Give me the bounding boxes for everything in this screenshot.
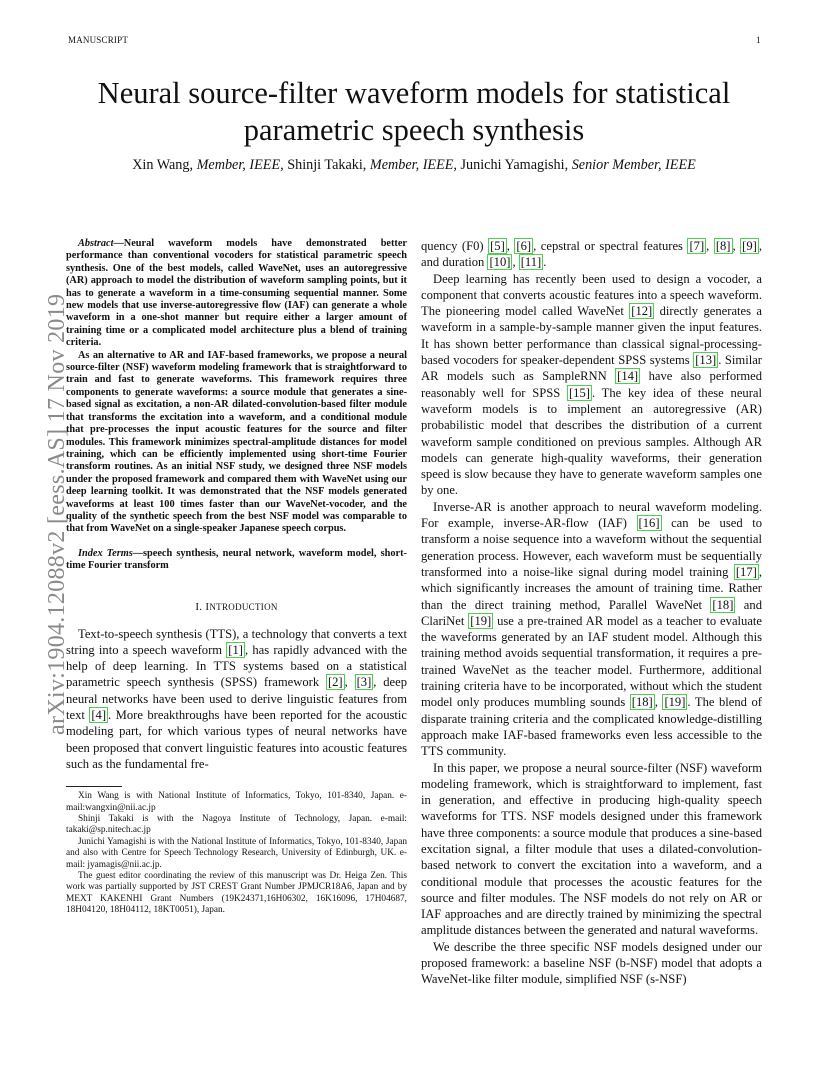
author-name: Xin Wang, <box>132 157 197 173</box>
text-run: can be used to transform a noise sequence into a waveform without the sequential generation process. However, each waveform must be sequentially transformed into a noise-like signal during model training <box>421 516 762 579</box>
section-rest: NTRODUCTION <box>209 601 278 612</box>
citation-link[interactable]: [17] <box>735 564 757 579</box>
text-run: , <box>344 675 355 690</box>
index-terms <box>66 548 407 573</box>
left-column <box>66 238 407 917</box>
citation-link[interactable]: [8] <box>715 239 731 253</box>
paper-title: Neural source-filter waveform models for statistical parametric speech synthesis <box>97 76 731 147</box>
citation-link[interactable]: [7] <box>689 239 705 253</box>
abstract-paragraph <box>66 238 407 350</box>
intro-paragraph <box>66 626 407 773</box>
citation-link[interactable]: [15] <box>568 385 590 400</box>
citation-link[interactable]: [18] <box>631 695 653 710</box>
citation-link[interactable]: [1] <box>228 642 243 657</box>
section-heading <box>66 601 407 613</box>
text-run: quency (F0) <box>421 239 489 253</box>
text-run: . Similar AR models such as SampleRNN <box>421 353 762 384</box>
author-name: Junichi Yamagishi, <box>456 157 572 173</box>
citation-link[interactable]: [13] <box>695 353 717 368</box>
citation-link[interactable]: [10] <box>489 255 511 270</box>
running-header: MANUSCRIPT <box>68 35 129 45</box>
footnote-rule <box>66 786 122 787</box>
citation-link[interactable]: [5] <box>490 239 505 253</box>
text-run: , <box>654 695 663 710</box>
text-run: Deep learning has recently been used to design a vocoder, a component that converts acoustic features into a speech waveform. The pioneering model called WaveNet <box>421 271 762 319</box>
body-paragraph <box>421 238 762 271</box>
page-number: 1 <box>756 35 761 45</box>
abstract-label: Abstract <box>78 238 114 249</box>
section-first-letter: I <box>205 600 210 613</box>
citation-link[interactable]: [14] <box>617 369 639 384</box>
body-paragraph <box>421 499 762 760</box>
text-run: , <box>706 239 714 253</box>
text-run: directly generates a waveform in a sample-by-sample manner given the input features. It has shown better performance than classical signal-processing-based vocoders for speaker-dependent SPSS systems <box>421 304 763 368</box>
text-run: , deep neural networks have been used to derive linguistic features from text <box>66 675 407 723</box>
footnote: Junichi Yamagishi is with the National Institute of Informatics, Tokyo, 101-8340, Japan and also with Centre for Speech Technology Research, University of Edinburgh, UK. e-mail: jyamagis@nii.ac.jp. <box>66 836 407 870</box>
citation-link[interactable]: [2] <box>327 675 343 690</box>
author-line <box>40 157 788 174</box>
text-run: . More breakthroughs have been reported for the acoustic modeling part, for which various types of neural networks have been proposed that convert linguistic features into acoustic features such as the fundamental fre- <box>66 708 407 771</box>
citation-link[interactable]: [3] <box>356 675 372 690</box>
text-run: . The blend of disparate training criteria and the complicated knowledge-distilling approach make IAF-based frameworks even less accessible to the TTS community. <box>421 695 762 759</box>
author-name: Shinji Takaki, <box>283 157 370 173</box>
text-run: , which significantly increases the amount of training time. Rather than the direct training method, Parallel WaveNet <box>421 564 762 612</box>
text-run: , <box>732 239 741 253</box>
arxiv-side-label: arXiv:1904.12088v2 [eess.AS] 17 Nov 2019 <box>44 293 70 735</box>
citation-link[interactable]: [16] <box>638 516 660 531</box>
citation-link[interactable]: [6] <box>516 239 532 253</box>
body-paragraph: We describe the three specific NSF models designed under our proposed framework: a baseline NSF (b-NSF) model that adopts a WaveNet-like filter module, simplified NSF (s-NSF) <box>421 939 762 987</box>
text-run: . The key idea of these neural waveform models is to implement an autoregressive (AR) probabilistic model that describes the distribution of a current waveform sample conditioned on previous samples. Although AR models can generate high-quality waveforms, their generation speed is slow because they have to generate waveform samples one by one. <box>421 385 762 498</box>
text-run: , has rapidly advanced with the help of deep learning. In TTS systems based on a statistical parametric speech synthesis (SPSS) framework <box>66 642 407 690</box>
text-run: use a pre-trained AR model as a teacher to evaluate the waveforms generated by an IAF student model. Although this training method avoids sequential transformation, it requires a pre-trained WaveNet as the teacher model. Furthermore, additional training criteria have to be incorporated, without which the student model only produces mumbling sounds <box>421 613 763 710</box>
right-column <box>421 238 762 988</box>
abstract-paragraph-2: As an alternative to AR and IAF-based frameworks, we propose a neural source-filter (NSF) waveform modeling framework that is straightforward to train and fast to generate waveforms. This framework requires three components to generate waveforms: a source module that generates a sine-based signal as excitation, a non-AR dilated-convolution-based filter module that transforms the excitation into a waveform, and a conditional module that pre-processes the input acoustic features for the source and filter modules. This framework minimizes spectral-amplitude distances for model training, which can be efficiently implemented using short-time Fourier transform routines. As an initial NSF study, we designed three NSF models under the proposed framework and compared them with WaveNet using our deep learning toolkit. It was demonstrated that the NSF models generated waveforms at least 100 times faster than our WaveNet-vocoder, and the quality of the synthetic speech from the best NSF model was comparable to that from WaveNet on a single-speaker Japanese speech corpus. <box>66 349 407 535</box>
footnote: Shinji Takaki is with the Nagoya Institute of Technology, Japan. e-mail: takaki@sp.nitech.ac.jp <box>66 814 407 836</box>
text-run: Text-to-speech synthesis (TTS), a technology that converts a text string into a speech waveform <box>66 626 407 657</box>
footnote: Xin Wang is with National Institute of Informatics, Tokyo, 101-8340, Japan. e-mail:wangxin@nii.ac.jp <box>66 791 407 813</box>
abstract-text: —Neural waveform models have demonstrated better performance than conventional vocoders for statistical parametric speech synthesis. One of the best models, called WaveNet, uses an autoregressive (AR) approach to model the distribution of waveform sampling points, but it has to generate a waveform in a time-consuming sequential manner. Some new models that use inverse-autoregressive flow (IAF) can generate a whole waveform in a one-shot manner but require either a larger amount of training time or a complicated model architecture plus a blend of training criteria. <box>66 238 407 349</box>
text-run: and ClariNet <box>421 597 762 628</box>
text-run: , <box>512 255 519 270</box>
text-run: , <box>506 239 515 253</box>
footnote: The guest editor coordinating the review of this manuscript was Dr. Heiga Zen. This work was partially supported by JST CREST Grant Number JPMJCR18A6, Japan and by MEXT KAKENHI Grant Numbers (19K24371,16H06302, 16K16096, 17H04687, 18H04120, 18H04112, 18KT0051), Japan. <box>66 871 407 916</box>
text-run: Inverse-AR is another approach to neural waveform modeling. For example, inverse-AR-flow (IAF) <box>421 499 762 531</box>
citation-link[interactable]: [9] <box>742 239 757 253</box>
text-run: . <box>543 255 547 270</box>
text-run: have also performed reasonably well for SPSS <box>421 369 762 400</box>
citation-link[interactable]: [11] <box>520 255 542 270</box>
index-terms-label: Index Terms <box>78 547 133 559</box>
citation-link[interactable]: [4] <box>91 708 107 723</box>
citation-link[interactable]: [19] <box>664 695 686 710</box>
text-run: , cepstral or spectral features <box>533 239 688 253</box>
citation-link[interactable]: [18] <box>712 597 734 612</box>
author-role: Senior Member, IEEE <box>571 157 696 173</box>
author-role: Member, IEEE, <box>196 157 284 173</box>
citation-link[interactable]: [19] <box>470 613 492 628</box>
author-role: Member, IEEE, <box>369 157 457 173</box>
section-number: I. <box>195 600 206 613</box>
body-paragraph <box>421 271 762 499</box>
citation-link[interactable]: [12] <box>631 304 653 319</box>
body-paragraph: In this paper, we propose a neural source-filter (NSF) waveform modeling framework, which is straightforward to implement, fast in generation, and effective in producing high-quality speech waveforms for TTS. NSF models designed under this framework have three components: a source module that produces a sine-based excitation signal, a filter module that uses a dilated-convolution-based network to convert the excitation into a waveform, and a conditional module that processes the acoustic features for the source and filter modules. The NSF models do not rely on AR or IAF approaches and are directly trained by minimizing the spectral amplitude distances between the generated and natural waveforms. <box>421 760 762 938</box>
text-run: , and duration <box>421 239 762 270</box>
index-terms-text: —speech synthesis, neural network, waveform model, short-time Fourier transform <box>66 547 407 572</box>
